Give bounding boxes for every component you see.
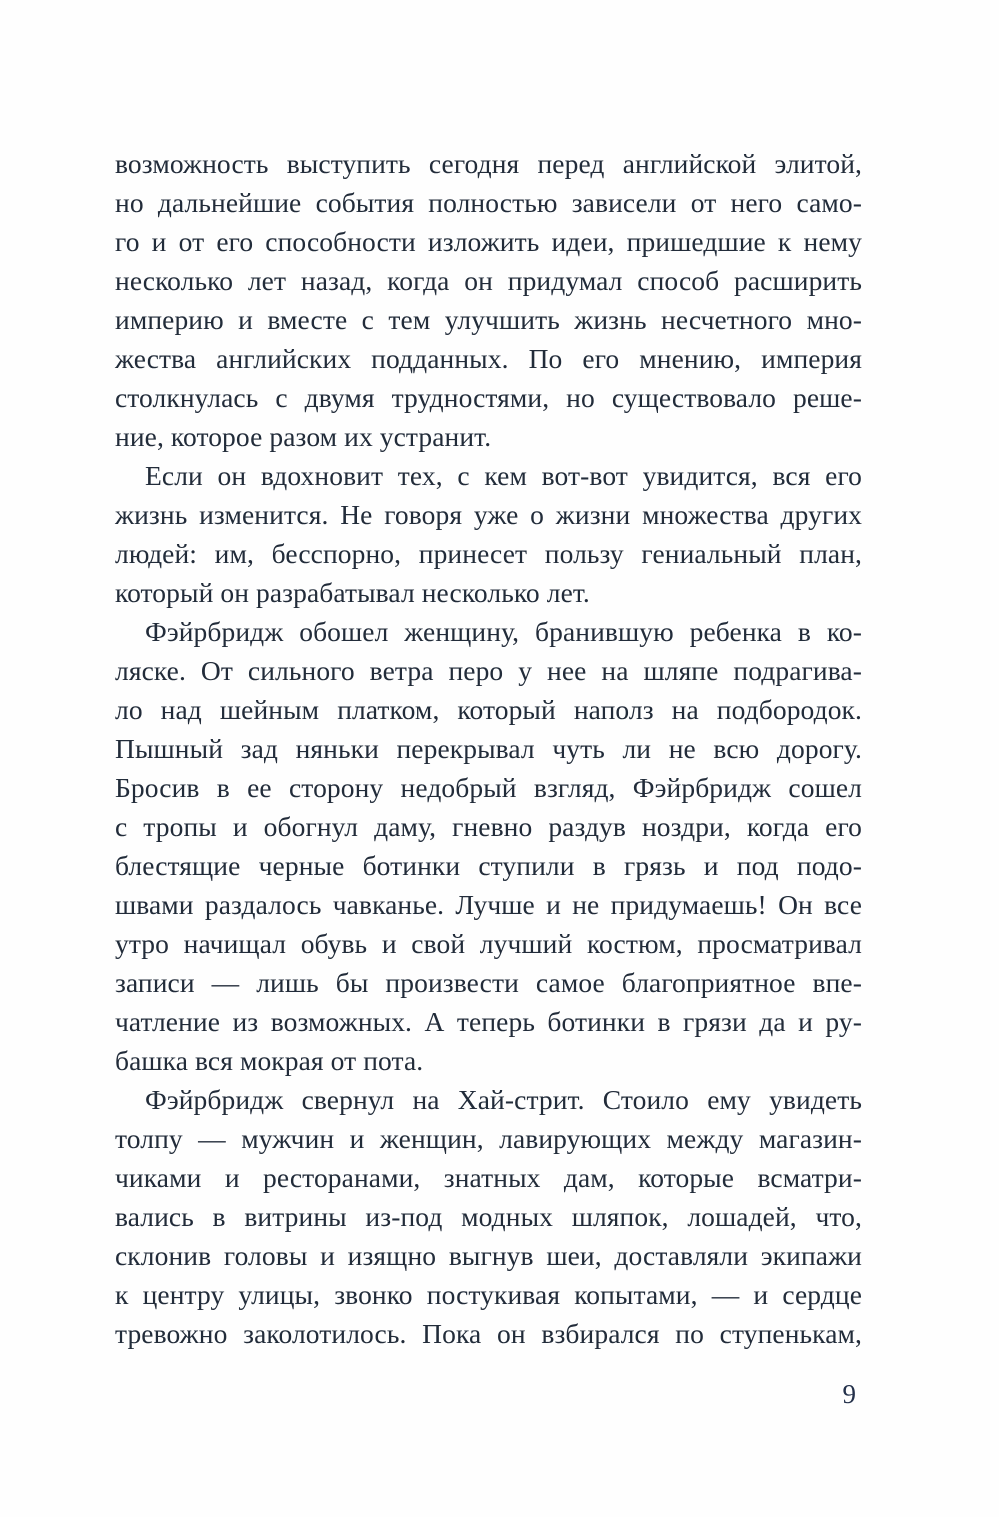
text-line: Пышный зад няньки перекрывал чуть ли не всю дорогу. [115,733,862,764]
text-line: несколько лет назад, когда он придумал способ расширить [115,265,862,296]
paragraph [115,1080,862,1353]
text-line: башка вся мокрая от пота. [115,1045,424,1076]
text-line: записи — лишь бы произвести самое благоприятное впе- [115,967,862,998]
page-number: 9 [842,1379,856,1409]
paragraph [115,144,862,456]
text-line: возможность выступить сегодня перед английской элитой, [115,148,862,179]
text-line: ляске. От сильного ветра перо у нее на шляпе подрагива- [115,655,862,686]
text-line: вались в витрины из-под модных шляпок, лошадей, что, [115,1201,862,1232]
text-line: столкнулась с двумя трудностями, но существовало реше- [115,382,862,413]
text-line: тревожно заколотилось. Пока он взбирался по ступенькам, [115,1318,862,1349]
text-line: блестящие черные ботинки ступили в грязь и под подо- [115,850,862,881]
text-line: Если он вдохновит тех, с кем вот-вот увидится, вся его [145,460,862,491]
text-line: который он разрабатывал несколько лет. [115,577,590,608]
text-line: с тропы и обогнул даму, гневно раздув ноздри, когда его [115,811,862,842]
text-line: чиками и ресторанами, знатных дам, которые всматри- [115,1162,862,1193]
text-line: ло над шейным платком, который наполз на подбородок. [115,694,862,725]
text-line: жества английских подданных. По его мнению, империя [115,343,862,374]
text-line: швами раздалось чавканье. Лучше и не придумаешь! Он все [115,889,862,920]
text-line: но дальнейшие события полностью зависели от него само- [115,187,862,218]
text-line: к центру улицы, звонко постукивая копытами, — и сердце [115,1279,862,1310]
text-line: империю и вместе с тем улучшить жизнь несчетного мно- [115,304,862,335]
paragraph [115,456,862,612]
text-line: ние, которое разом их устранит. [115,421,492,452]
text-line: го и от его способности изложить идеи, пришедшие к нему [115,226,862,257]
text-line: утро начищал обувь и свой лучший костюм, просматривал [115,928,862,959]
text-line: Фэйрбридж обошел женщину, бранившую ребенка в ко- [145,616,862,647]
body-text [115,144,862,1353]
text-line: толпу — мужчин и женщин, лавирующих между магазин- [115,1123,862,1154]
text-line: людей: им, бесспорно, принесет пользу гениальный план, [115,538,862,569]
text-line: Бросив в ее сторону недобрый взгляд, Фэйрбридж сошел [115,772,862,803]
text-line: Фэйрбридж свернул на Хай-стрит. Стоило ему увидеть [145,1084,862,1115]
text-line: склонив головы и изящно выгнув шеи, доставляли экипажи [115,1240,862,1271]
paragraph [115,612,862,1080]
text-line: чатление из возможных. А теперь ботинки в грязи да и ру- [115,1006,862,1037]
text-line: жизнь изменится. Не говоря уже о жизни множества других [115,499,862,530]
